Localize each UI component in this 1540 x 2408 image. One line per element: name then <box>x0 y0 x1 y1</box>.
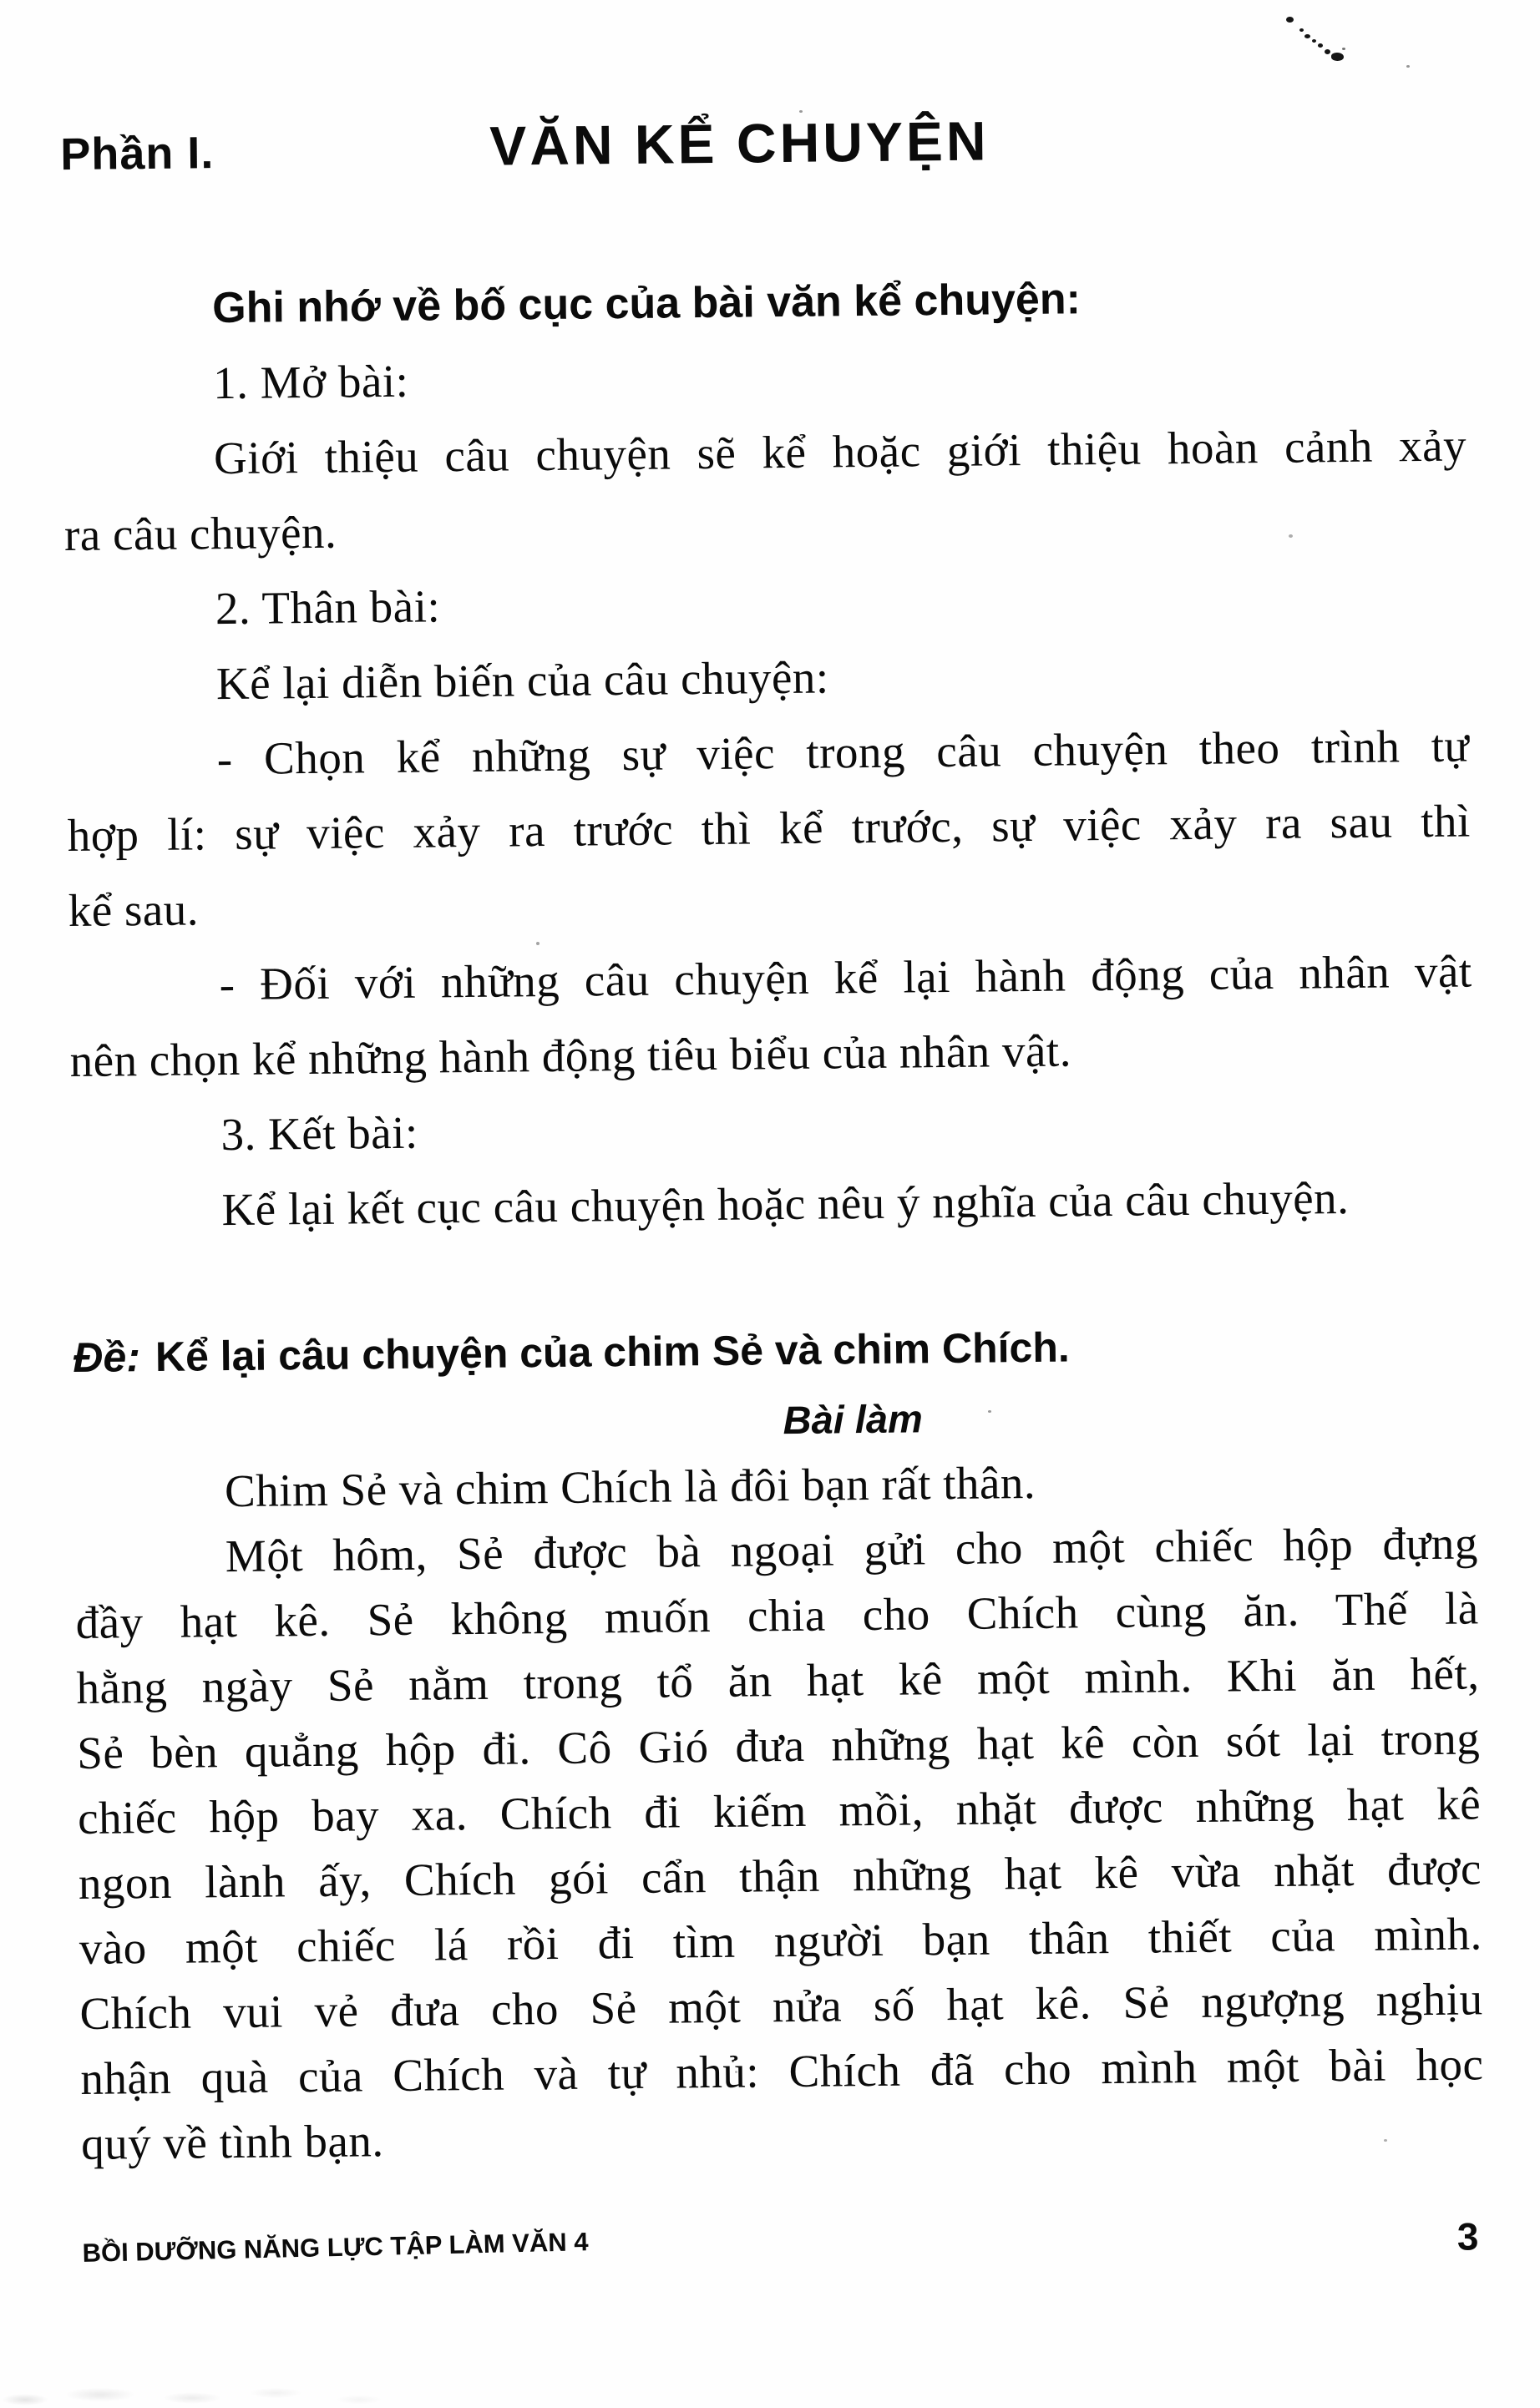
essay-line: Sẻ bèn quẳng hộp đi. Cô Gió đưa những hạt kê còn sót lại trong <box>77 1712 1481 1778</box>
page-title: VĂN KỂ CHUYỆN <box>489 109 990 177</box>
page-footer <box>82 2214 1485 2270</box>
page-content <box>58 0 1485 2270</box>
essay-line: đầy hạt kê. Sẻ không muốn chia cho Chích cùng ăn. Thế là <box>75 1582 1479 1648</box>
memo-line: 1. Mở bài: <box>212 355 409 409</box>
book-title: BỒI DƯỠNG NĂNG LỰC TẬP LÀM VĂN 4 <box>82 2227 589 2268</box>
essay-line: vào một chiếc lá rồi đi tìm người bạn thân thiết của mình. <box>79 1908 1483 1974</box>
essay-subheading: Bài làm <box>783 1396 924 1443</box>
memo-line: 2. Thân bài: <box>215 580 441 635</box>
essay-line: nhận quà của Chích và tự nhủ: Chích đã cho mình một bài học <box>80 2038 1484 2104</box>
assignment-title: Kể lại câu chuyện của chim Sẻ và chim Chích. <box>155 1323 1071 1380</box>
essay-line: Chim Sẻ và chim Chích là đôi bạn rất thân. <box>224 1456 1036 1517</box>
memo-heading: Ghi nhớ về bố cục của bài văn kể chuyện: <box>211 275 1082 333</box>
essay-line: hằng ngày Sẻ nằm trong tổ ăn hạt kê một mình. Khi ăn hết, <box>76 1647 1480 1713</box>
page-number: 3 <box>1456 2214 1479 2259</box>
memo-line: - Chọn kể những sự việc trong câu chuyện theo trình tự <box>216 720 1471 785</box>
assignment-section <box>73 1305 1485 2177</box>
essay-line: quý về tình bạn. <box>80 2115 384 2169</box>
chapter-header <box>60 104 1464 182</box>
essay-line: ngon lành ấy, Chích gói cẩn thận những hạt kê vừa nhặt được <box>78 1843 1482 1909</box>
memo-line: ra câu chuyện. <box>63 506 337 561</box>
memo-line: Kể lại diễn biến của câu chuyện: <box>215 651 829 710</box>
essay-line: Một hôm, Sẻ được bà ngoại gửi cho một chiếc hộp đựng <box>225 1517 1479 1582</box>
assignment-label: Đề: <box>73 1333 141 1381</box>
part-label: Phần I. <box>59 128 215 180</box>
scan-shadow-texture <box>0 2370 468 2408</box>
memo-line: kể sau. <box>68 883 200 937</box>
assignment-title-line <box>73 1305 1477 1395</box>
memo-line: - Đối với những câu chuyện kể lại hành động của nhân vật <box>219 945 1472 1010</box>
memo-line: 3. Kết bài: <box>220 1106 419 1161</box>
essay-line: Chích vui vẻ đưa cho Sẻ một nửa số hạt kê. Sẻ ngượng nghịu <box>79 1973 1483 2039</box>
essay-line: chiếc hộp bay xa. Chích đi kiếm mồi, nhặt được những hạt kê <box>77 1778 1482 1844</box>
memo-line: nên chọn kể những hành động tiêu biểu của nhân vật. <box>69 1024 1072 1087</box>
memo-line: hợp lí: sự việc xảy ra trước thì kể trước, sự việc xảy ra sau thì <box>67 795 1472 862</box>
memo-section <box>62 257 1475 1249</box>
memo-line: Kể lại kết cục câu chuyện hoặc nêu ý nghĩa của câu chuyện. <box>221 1171 1350 1236</box>
memo-line: Giới thiệu câu chuyện sẽ kể hoặc giới thiệu hoàn cảnh xảy <box>213 419 1467 484</box>
